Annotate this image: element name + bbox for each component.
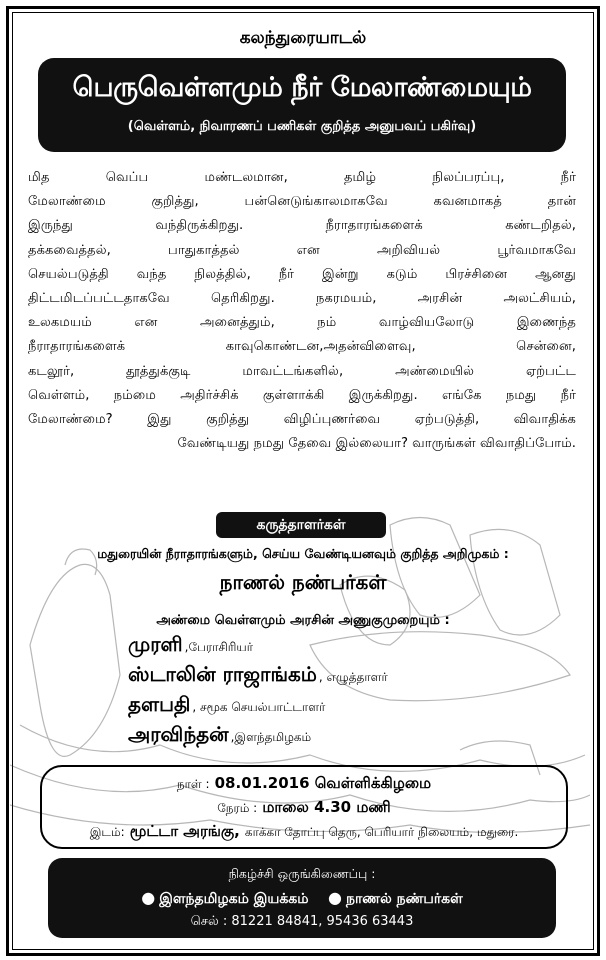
intro-topic: மதுரையின் நீராதாரங்களும், செய்ய வேண்டியனவும் குறித்த அறிமுகம் :: [97, 546, 509, 561]
date-row: [42, 773, 566, 794]
contact-phones: செல் : 81221 84841, 95436 63443: [190, 914, 414, 929]
body-line: மேலாண்மை? இது குறித்து விழிப்புணர்வை ஏற்படுத்தி, விவாதிக்க: [28, 412, 576, 428]
flood-topic: அண்மை வெள்ளமும் அரசின் அணுகுமுறையும் :: [156, 613, 450, 628]
place-value: மூட்டா அரங்கு,: [129, 822, 240, 840]
body-line: மேலாண்மை குறித்து, பன்னெடுங்காலமாகவே கவனமாகத் தான்: [28, 194, 576, 210]
event-type-label: கலந்துரையாடல்: [239, 28, 367, 48]
organizers-banner: [48, 858, 556, 938]
date-value: 08.01.2016 வெள்ளிக்கிழமை: [214, 774, 432, 792]
body-line: வெள்ளம், நம்மை அதிர்ச்சிக் குள்ளாக்கி இருக்கிறது. எங்கே நமது நீர்: [28, 387, 576, 403]
body-line: செயல்படுத்தி வந்த நிலத்தில், நீர் இன்று கடும் பிரச்சினை ஆனது: [28, 266, 576, 282]
speaker-role: ,இளந்தமிழகம்: [230, 730, 312, 744]
speaker-name: முரளி: [128, 632, 183, 656]
body-line: வேண்டியது நமது தேவை இல்லையா? வாருங்கள் விவாதிப்போம்.: [177, 436, 576, 452]
speaker-entry: [128, 692, 325, 719]
speaker-entry: [128, 662, 388, 689]
speaker-role: , எழுத்தாளர்: [318, 670, 388, 684]
body-line: இருந்து வந்திருக்கிறது. நீராதாரங்களைக் கண்டறிதல்,: [28, 218, 576, 234]
time-label: நேரம் :: [217, 801, 258, 815]
place-row: [42, 821, 566, 842]
body-line: தக்கவைத்தல், பாதுகாத்தல் என அறிவியல் பூர்வமாகவே: [28, 242, 576, 258]
event-details-box: [40, 765, 568, 849]
coordination-label: நிகழ்ச்சி ஒருங்கிணைப்பு :: [228, 866, 376, 881]
speaker-name: அரவிந்தன்: [128, 722, 229, 746]
body-line: திட்டமிடப்பட்டதாகவே தெரிகிறது. நகரமயம், அரசின் அலட்சியம்,: [28, 291, 576, 307]
speaker-name: தளபதி: [128, 692, 191, 716]
place-address: காக்கா தோப்பு தெரு, பெரியார் நிலையம், மதுரை.: [244, 825, 519, 839]
speaker-role: ,பேராசிரியர்: [184, 640, 253, 654]
speakers-heading: கருத்தாளர்கள்: [216, 512, 386, 538]
time-value: மாலை 4.30 மணி: [262, 798, 391, 816]
body-line: மித வெப்ப மண்டலமான, தமிழ் நிலப்பரப்பு, நீர்: [28, 170, 576, 185]
speaker-name: ஸ்டாலின் ராஜாங்கம்: [128, 662, 317, 686]
description-paragraph: [28, 166, 576, 456]
poster-title: பெருவெள்ளமும் நீர் மேலாண்மையும்: [72, 72, 532, 103]
organizers-list: [48, 888, 556, 909]
poster-subtitle: (வெள்ளம், நிவாரணப் பணிகள் குறித்த அனுபவப் பகிர்வு): [127, 119, 477, 134]
speaker-entry: [128, 632, 253, 659]
bullet-icon: ●: [141, 888, 156, 907]
place-label: இடம்:: [89, 825, 125, 839]
title-banner: [38, 58, 566, 152]
speaker-role: , சமூக செயல்பாட்டாளர்: [192, 700, 326, 714]
organizer-1: இளந்தமிழகம் இயக்கம்: [159, 891, 309, 907]
body-line: கடலூர், தூத்துக்குடி மாவட்டங்களில், அண்மையில் ஏற்பட்ட: [28, 363, 576, 379]
body-line: உலகமயம் என அனைத்தும், நம் வாழ்வியலோடு இணைந்த: [28, 315, 576, 331]
speaker-entry: [128, 722, 311, 749]
intro-speaker: நாணல் நண்பர்கள்: [219, 570, 387, 594]
organizer-2: நாணல் நண்பர்கள்: [346, 891, 463, 907]
bullet-icon: ●: [328, 888, 342, 907]
date-label: நாள் :: [176, 777, 210, 791]
time-row: [42, 797, 566, 818]
body-line: நீராதாரங்களைக் காவுகொண்டன,அதன்விளைவு, சென்னை,: [28, 339, 576, 355]
